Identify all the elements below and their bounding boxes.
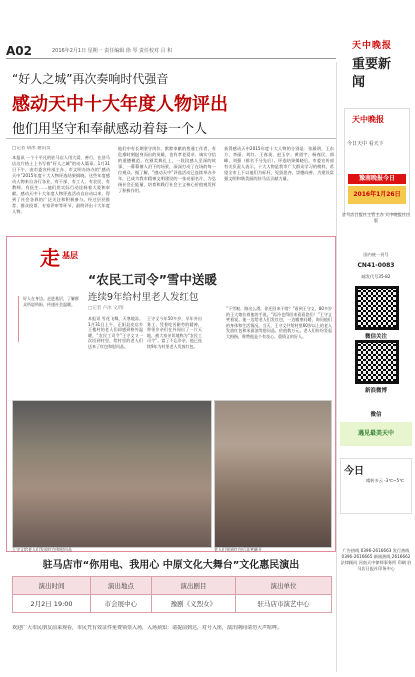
qr-label-1: 微信关注 — [364, 334, 387, 340]
qr-code-wechat[interactable] — [355, 286, 399, 330]
qr-label-2: 新浪微博 — [364, 388, 387, 394]
header-troupe: 演出单位 — [235, 577, 331, 595]
header-time: 演出时间 — [13, 577, 91, 595]
header-program: 演出剧目 — [151, 577, 235, 595]
cover-logo: 天中晚报 — [352, 115, 384, 124]
feature-column-2: 王守义今年50多岁，早年外出务工，凭着吃苦耐劳的精神，带领乡亲们在外闯出了一片天地，被大家亲切地称为“农民工司令”。富了不忘乡亲，他已连续9年为村里老人发放红包。 — [147, 316, 202, 349]
weather-today-label: 今日 — [344, 466, 364, 477]
tourism-banner: 遇见最美天中 — [340, 422, 412, 446]
postal-code: 邮发代号35-82 — [361, 274, 391, 279]
qr-label-3: 微信 — [370, 412, 382, 418]
feature-side-note: 好人在身边。走进基层，了解群众所思所盼，传递社会温暖。 — [18, 296, 80, 342]
feature-mark: 走 — [40, 246, 60, 270]
story-column-3: 获得感动天中2015年度十大人物的分别是：张殿明、王东方、李丽、刘红、王春英、赵玉亭、黄道宇、杨春民、郭峰、刘强（排名不分先后）。评选结果揭晓后，市委宣传部有关负责人表示，十大人物是我市广大群众学习的榜样，希望全市上下以他们为标杆，见贤思齐，崇德向善，为建设富强文明和谐美丽的驻马店贡献力量。 — [224, 146, 334, 181]
weather-desc: 晴转多云 -3℃~5℃ — [366, 478, 404, 483]
feature-section-label: 基层 — [62, 251, 78, 260]
headline-rule — [6, 138, 336, 139]
performance-note: 欢迎广大市民朋友前来观看，市民凭有效证件免费领票入场，入场须知：请提前到达，对号入座，演出期间请勿大声喧哗。 — [12, 625, 283, 631]
feature-column-1: 本报讯 雪花飞舞，天寒地冻。1月31日上午，正阳县皮店乡王楼村的老人们却感到格外温暖，“农民工司令”王守义又一次回到村里，给村里的老人们送来了红包和慰问品。 — [88, 316, 143, 349]
cn-label: 国内统一刊号 — [363, 252, 389, 257]
top-rule — [6, 58, 336, 59]
performance-table — [12, 576, 332, 613]
photo-caption-1: 王守义给老人们发放红包和慰问品 — [12, 547, 72, 552]
feature-photo-crowd — [12, 400, 212, 548]
photo-caption-2: 老人们领到红包后喜笑颜开 — [214, 547, 262, 552]
cover-box: 2016年1月26日 — [348, 186, 406, 204]
cell-troupe: 驻马店市演艺中心 — [235, 595, 331, 613]
performance-banner: 驻马店市“你用电、我用心 中原文化大舞台”文化惠民演出 — [42, 560, 300, 571]
story-column-1-text: 本报讯 一个个平凡的驻马店人用大爱、善行，在驻马店这片热土上书写着“好人之城”的动人篇章。1月31日下午，由市委宣传部主办、市文明办协办的“感动天中”2015年度十大人物评选结果揭晓。这些年度感动人物来自各行各业，有干部、有工人、有农民、有教师、有医生……他们用实际行动诠释着大爱和奉献。感动天中十大年度人物评选活动自启动以来，得到了社会各界的广泛关注和积极参与。经过层层推荐、群众投票、专家评审等环节，最终评出十大年度人物。 — [12, 155, 110, 214]
cell-venue: 市会展中心 — [91, 595, 152, 613]
story-kicker: “好人之城”再次奏响时代强音 — [12, 72, 169, 86]
story-subhead: 他们用坚守和奉献感动着每一个人 — [12, 122, 208, 137]
story-column-2: 他们中有长期坚守岗位、默默奉献的普通工作者，有危难时刻挺身而出的英雄，也有孝老爱亲、诚实守信的道德模范。在颁奖典礼上，一段段感人至深的故事、一幕幕催人泪下的场景，深深打动了在场的每一位观众。据了解，“感动天中”评选活动已连续举办多年，已成为我市精神文明建设的一张亮丽名片，为弘扬社会正能量、培育和践行社会主义核心价值观发挥了积极作用。 — [118, 146, 216, 193]
cell-program: 豫剧《义烈女》 — [151, 595, 235, 613]
table-row — [13, 595, 332, 613]
contact-info: 广告热线 0396-2616663 发行热线 0396-2616665 新闻热线 2616662 法律顾问 河南天中律师事务所 印刷 驻马店日报社印务中心 — [340, 548, 412, 571]
dateline: 2016年2月1日 星期一 责任编辑 徐 琴 责任校对 吕 积 — [52, 48, 173, 54]
performance-table-header — [13, 577, 332, 595]
sidebar-divider — [336, 62, 337, 672]
cover-banner: 豫南晚报今日 — [348, 174, 406, 184]
feature-byline: □记者 卢冰 文/图 — [88, 306, 124, 311]
page-number: A02 — [6, 44, 32, 58]
feature-title: “农民工司令”雪中送暖 — [88, 272, 217, 287]
section-title: 重要新闻 — [352, 57, 392, 90]
brand-logo: 天中晚报 — [352, 41, 393, 51]
story-headline: 感动天中十大年度人物评出 — [12, 94, 228, 115]
qr-code-weibo[interactable] — [355, 340, 399, 384]
cover-date: 今日天中 看天下 — [347, 141, 384, 147]
cn-number: CN41-0083 — [357, 262, 395, 269]
feature-subtitle: 连续9年给村里老人发红包 — [88, 292, 199, 303]
feature-photo-elders — [214, 400, 332, 548]
cell-time: 2月2日 19:00 — [13, 595, 91, 613]
header-venue: 演出地点 — [91, 577, 152, 595]
feature-column-3: “下雪啦，路这么滑，你还回来干啥？”看到王守义，80多岁的王大娘拉着他的手说。“再冷也得回来看看您们！”王守义笑着说。他一边给老人们发红包，一边嘘寒问暖，询问他们的身体和生活情况。当天，王守义共给村里60岁以上的老人发放红包和米面油等慰问品，价值数万元。老人们纷纷竖起大拇指，称赞他是个有良心、重情义的好人。 — [226, 306, 332, 339]
story-byline: □记者 胡冰 通讯员 — [12, 146, 51, 151]
publisher-info: 驻马店日报社主管主办 天中晚报社出版 — [341, 212, 411, 223]
